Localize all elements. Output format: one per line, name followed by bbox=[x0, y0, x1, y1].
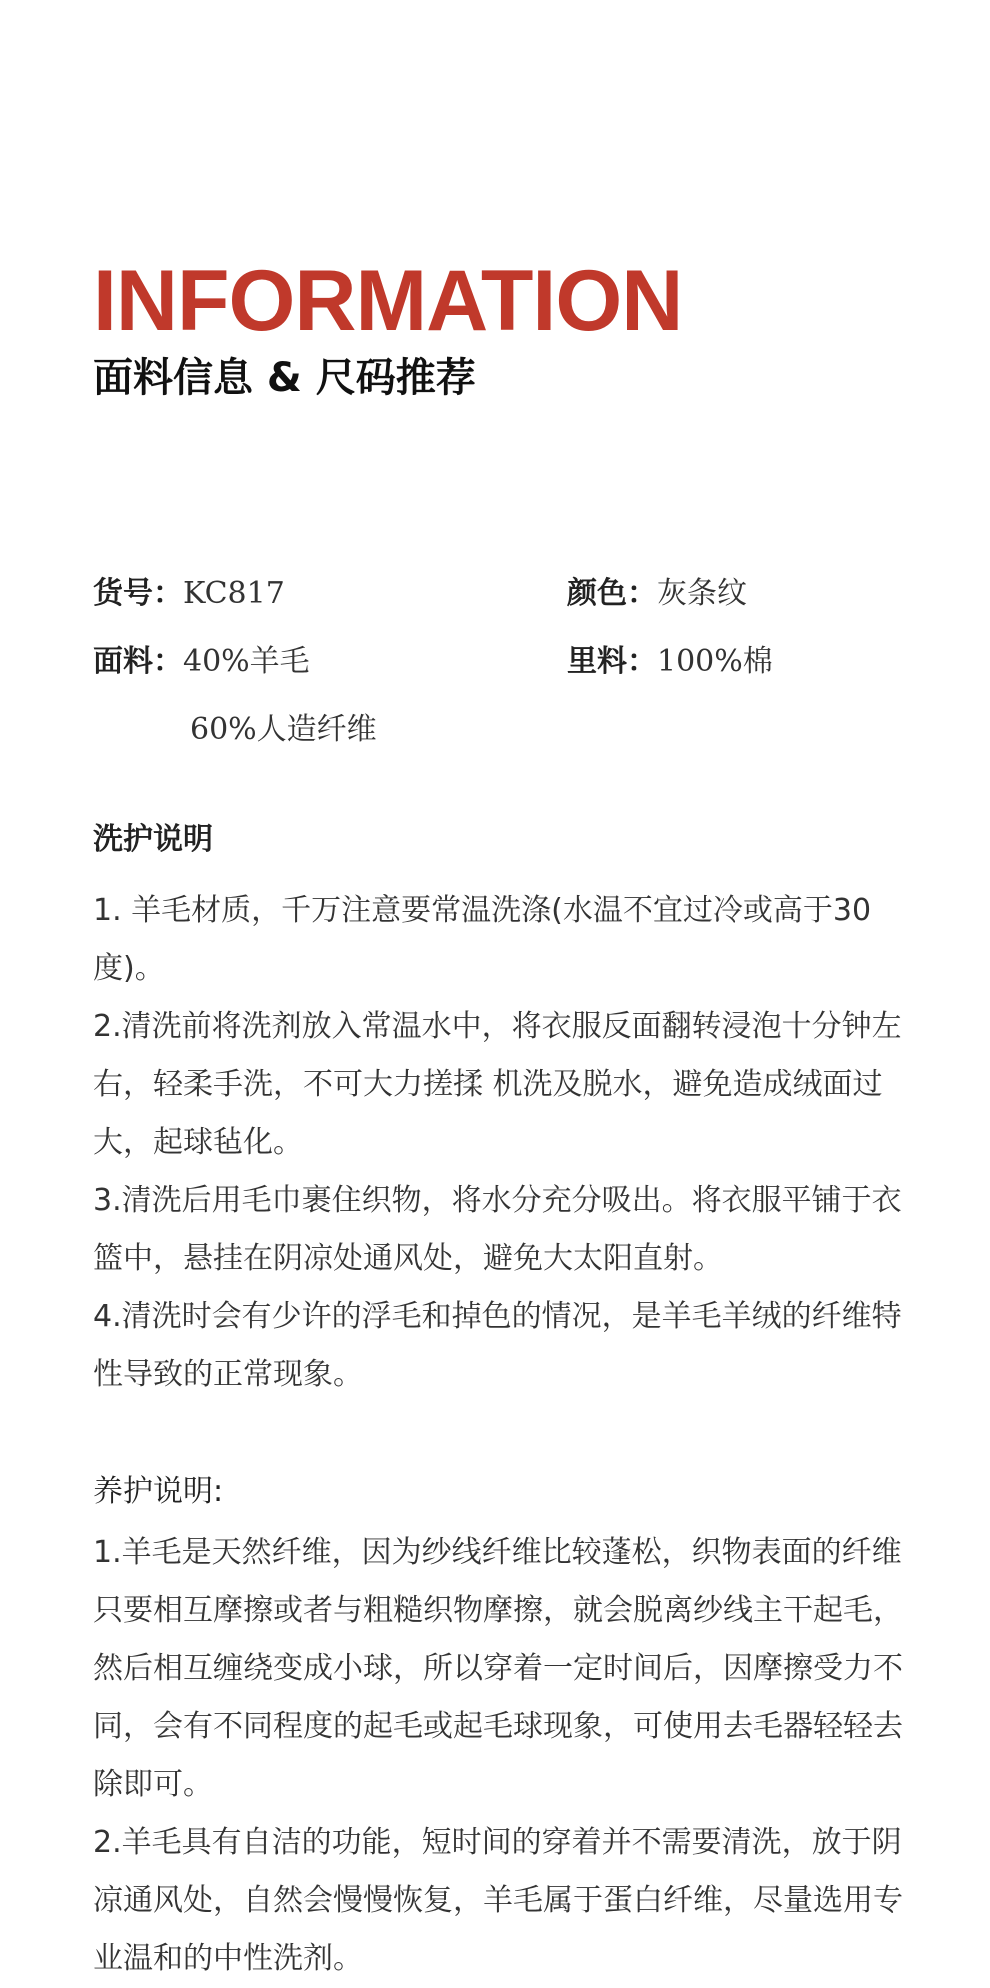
spec-fabric-value: 40%羊毛 bbox=[183, 644, 310, 679]
wash-heading: 洗护说明 bbox=[93, 822, 213, 857]
care-item-1: 1.羊毛是天然纤维，因为纱线纤维比较蓬松，织物表面的纤维只要相互摩擦或者与粗糙织物摩擦，就会脱离纱线主干起毛，然后相互缠绕变成小球，所以穿着一定时间后，因摩擦受力不同，会有不同程度的起毛或起毛球现象，可使用去毛器轻轻去除即可。 bbox=[93, 1535, 903, 1802]
wash-instructions bbox=[93, 882, 903, 1404]
spec-item-no-value: KC817 bbox=[183, 576, 285, 611]
care-instructions bbox=[93, 1524, 903, 1988]
spec-fabric-value-2: 60%人造纤维 bbox=[190, 712, 377, 747]
spec-fabric-second bbox=[190, 710, 377, 750]
title-chinese: 面料信息 & 尺码推荐 bbox=[93, 355, 476, 401]
care-heading: 养护说明: bbox=[93, 1474, 224, 1509]
spec-item-no-label: 货号： bbox=[93, 576, 183, 611]
spec-lining-label: 里料： bbox=[567, 644, 657, 679]
spec-fabric bbox=[93, 642, 310, 682]
title-english: INFORMATION bbox=[93, 253, 683, 349]
spec-item-no bbox=[93, 574, 285, 614]
spec-color-value: 灰条纹 bbox=[657, 576, 747, 611]
spec-color-label: 颜色： bbox=[567, 576, 657, 611]
spec-fabric-label: 面料： bbox=[93, 644, 183, 679]
wash-item-4: 4.清洗时会有少许的浮毛和掉色的情况，是羊毛羊绒的纤维特性导致的正常现象。 bbox=[93, 1299, 902, 1392]
wash-item-1: 1. 羊毛材质，千万注意要常温洗涤(水温不宜过冷或高于30度)。 bbox=[93, 893, 872, 986]
spec-lining bbox=[567, 642, 773, 682]
wash-item-3: 3.清洗后用毛巾裹住织物，将水分充分吸出。将衣服平铺于衣篮中，悬挂在阴凉处通风处，避免大太阳直射。 bbox=[93, 1183, 902, 1276]
care-item-2: 2.羊毛具有自洁的功能，短时间的穿着并不需要清洗，放于阴凉通风处，自然会慢慢恢复，羊毛属于蛋白纤维，尽量选用专业温和的中性洗剂。 bbox=[93, 1825, 903, 1976]
wash-item-2: 2.清洗前将洗剂放入常温水中，将衣服反面翻转浸泡十分钟左右，轻柔手洗，不可大力搓揉 机洗及脱水，避免造成绒面过大，起球毡化。 bbox=[93, 1009, 902, 1160]
spec-lining-value: 100%棉 bbox=[657, 644, 773, 679]
spec-color bbox=[567, 574, 747, 614]
